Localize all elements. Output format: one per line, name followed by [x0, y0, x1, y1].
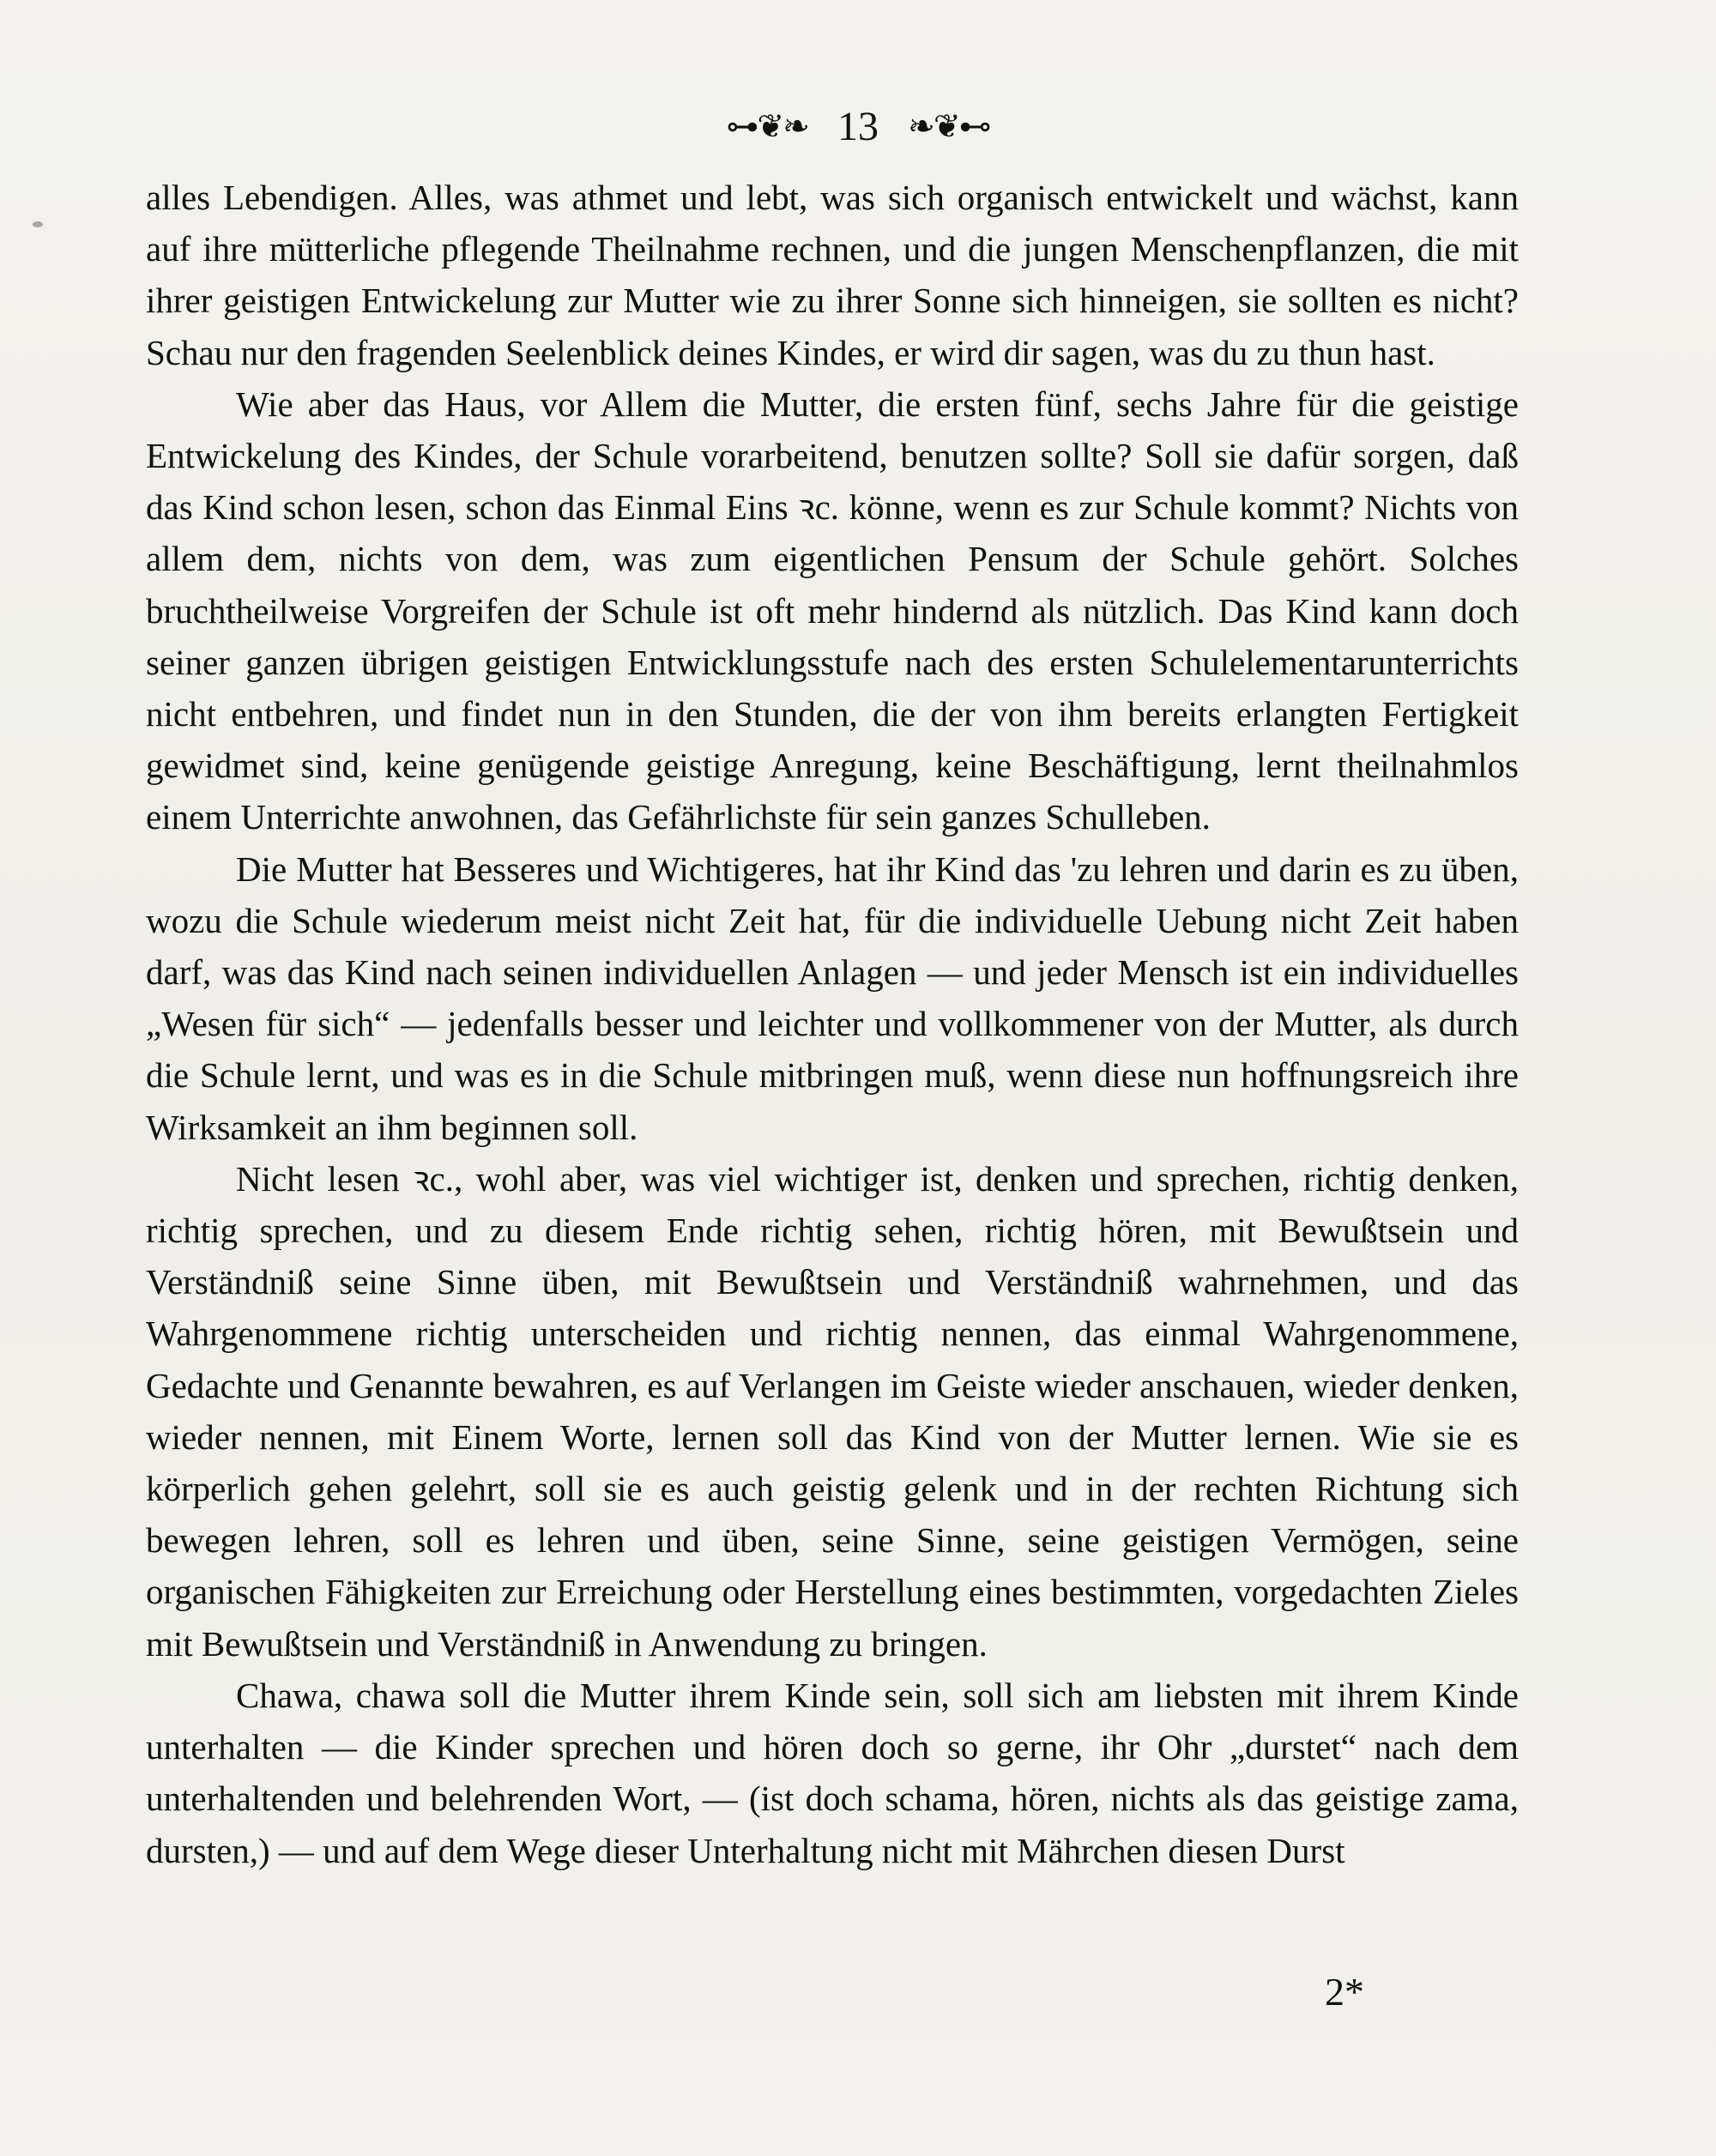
paragraph-4: Nicht lesen ꝛc., wohl aber, was viel wichtiger ist, denken und sprechen, richtig denken, richtig sprechen, und zu diesem Ende richtig sehen, richtig hören, mit Bewußtsein und Verständniß seine Sinne üben, mit Bewußtsein und Verständniß wahrnehmen, und das Wahrgenommene richtig unterscheiden und richtig nennen, das einmal Wahrgenommene, Gedachte und Genannte bewahren, es auf Verlangen im Geiste wieder anschauen, wieder denken, wieder nennen, mit Einem Worte, lernen soll das Kind von der Mutter lernen. Wie sie es körperlich gehen gelehrt, soll sie es auch geistig gelenk und in der rechten Richtung sich bewegen lehren, soll es lehren und üben, seine Sinne, seine geistigen Vermögen, seine organischen Fähigkeiten zur Erreichung oder Herstellung eines bestimmten, vorgedachten Zieles mit Bewußtsein und Verständniß in Anwendung zu bringen.: [146, 1158, 1519, 1664]
ink-speck: [33, 221, 43, 227]
page-number: 13: [837, 103, 879, 149]
right-ornament-icon: ❧❦⊷: [908, 107, 990, 145]
printer-signature: 2*: [1325, 1970, 1364, 2014]
paragraph-2: Wie aber das Haus, vor Allem die Mutter, die ersten fünf, sechs Jahre für die geistige Entwickelung des Kindes, der Schule vorarbeitend, benutzen sollte? Soll sie dafür sorgen, daß das Kind schon lesen, schon das Einmal Eins ꝛc. könne, wenn es zur Schule kommt? Nichts von allem dem, nichts von dem, was zum eigentlichen Pensum der Schule gehört. Solches bruchtheilweise Vorgreifen der Schule ist oft mehr hindernd als nützlich. Das Kind kann doch seiner ganzen übrigen geistigen Entwicklungsstufe nach des ersten Schulelementarunterrichts nicht entbehren, und findet nun in den Stunden, die der von ihm bereits erlangten Fertigkeit gewidmet sind, keine genügende geistige Anregung, keine Beschäftigung, lernt theilnahmlos einem Unterrichte anwohnen, das Gefährlichste für sein ganzes Schulleben.: [146, 383, 1519, 837]
paragraph-1: alles Lebendigen. Alles, was athmet und lebt, was sich organisch entwickelt und wächst, kann auf ihre mütterliche pflegende Theilnahme rechnen, und die jungen Menschenpflanzen, die mit ihrer geistigen Entwickelung zur Mutter wie zu ihrer Sonne sich hinneigen, sie sollten es nicht? Schau nur den fragenden Seelenblick deines Kindes, er wird dir sagen, was du zu thun hast.: [146, 178, 1519, 372]
page-header: [0, 96, 1716, 156]
body-text: [146, 172, 1519, 1876]
left-ornament-icon: ⊶❦❧: [726, 107, 808, 145]
paragraph-3: Die Mutter hat Besseres und Wichtigeres, hat ihr Kind das 'zu lehren und darin es zu üben, wozu die Schule wiederum meist nicht Zeit hat, für die individuelle Uebung nicht Zeit haben darf, was das Kind nach seinen individuellen Anlagen — und jeder Mensch ist ein individuelles „Wesen für sich“ — jedenfalls besser und leichter und vollkommener von der Mutter, als durch die Schule lernt, und was es in die Schule mitbringen muß, wenn diese nun hoffnungsreich ihre Wirksamkeit an ihm beginnen soll.: [146, 849, 1519, 1147]
paragraph-5: Chawa, chawa soll die Mutter ihrem Kinde sein, soll sich am liebsten mit ihrem Kinde unterhalten — die Kinder sprechen und hören doch so gerne, ihr Ohr „durstet“ nach dem unterhaltenden und belehrenden Wort, — (ist doch schama, hören, nichts als das geistige zama, dursten,) — und auf dem Wege dieser Unterhaltung nicht mit Mährchen diesen Durst: [146, 1675, 1519, 1870]
